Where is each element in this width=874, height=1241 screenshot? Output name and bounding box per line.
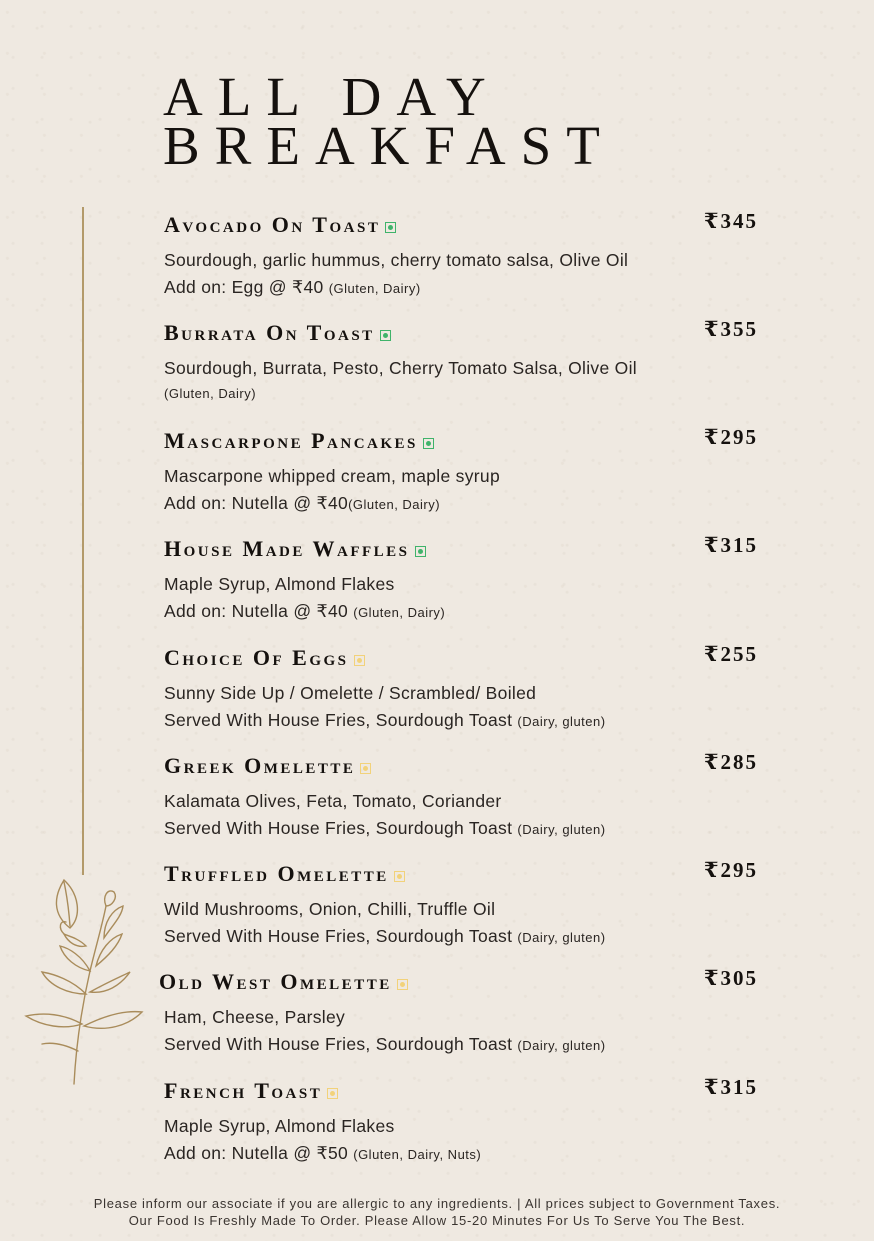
item-allergens: (Dairy, gluten) — [517, 822, 606, 837]
item-description: Sunny Side Up / Omelette / Scrambled/ Boiled — [164, 683, 537, 703]
item-name: Greek Omelette — [164, 753, 356, 778]
item-price: ₹295 — [703, 425, 758, 449]
item-price: ₹305 — [703, 966, 758, 990]
item-price: ₹295 — [703, 858, 758, 882]
menu-item — [164, 317, 764, 404]
menu-title — [163, 66, 615, 176]
veg-mark-icon — [423, 438, 434, 449]
item-description: Wild Mushrooms, Onion, Chilli, Truffle Oil — [164, 899, 496, 919]
menu-item — [164, 750, 764, 843]
item-description: Ham, Cheese, Parsley — [164, 1007, 346, 1027]
item-name: Choice Of Eggs — [164, 645, 349, 670]
decorative-vertical-line — [82, 207, 84, 875]
item-addon: Served With House Fries, Sourdough Toast — [164, 818, 513, 838]
item-name: House Made Waffles — [164, 536, 410, 561]
item-allergens: (Gluten, Dairy) — [348, 497, 441, 512]
item-description: Mascarpone whipped cream, maple syrup — [164, 466, 500, 486]
item-allergens: (Gluten, Dairy) — [353, 605, 446, 620]
item-description: Maple Syrup, Almond Flakes — [164, 1116, 395, 1136]
item-price: ₹315 — [703, 1075, 758, 1099]
egg-mark-icon — [354, 655, 365, 666]
menu-item — [164, 642, 764, 735]
item-price: ₹255 — [703, 642, 758, 666]
footer-note — [0, 1195, 874, 1229]
item-addon: Add on: Egg @ ₹40 — [164, 277, 324, 297]
egg-mark-icon — [327, 1088, 338, 1099]
item-allergens: (Gluten, Dairy) — [164, 386, 257, 401]
item-addon: Add on: Nutella @ ₹40 — [164, 493, 349, 513]
egg-mark-icon — [397, 979, 408, 990]
item-addon: Served With House Fries, Sourdough Toast — [164, 926, 513, 946]
item-addon: Served With House Fries, Sourdough Toast — [164, 1034, 513, 1054]
veg-mark-icon — [380, 330, 391, 341]
item-price: ₹355 — [703, 317, 758, 341]
item-price: ₹315 — [703, 533, 758, 557]
item-name: Avocado On Toast — [164, 212, 381, 237]
item-description: Maple Syrup, Almond Flakes — [164, 574, 395, 594]
leaf-branch-icon — [24, 876, 149, 1088]
item-price: ₹345 — [703, 209, 758, 233]
item-description: Sourdough, garlic hummus, cherry tomato salsa, Olive Oil — [164, 250, 629, 270]
item-addon: Add on: Nutella @ ₹50 — [164, 1143, 349, 1163]
item-name: Truffled Omelette — [164, 861, 389, 886]
egg-mark-icon — [394, 871, 405, 882]
menu-item — [164, 209, 764, 302]
item-description: Kalamata Olives, Feta, Tomato, Coriander — [164, 791, 502, 811]
item-name: Mascarpone Pancakes — [164, 428, 418, 453]
item-name: Old West Omelette — [159, 969, 392, 994]
item-allergens: (Dairy, gluten) — [517, 1038, 606, 1053]
menu-item — [164, 1075, 764, 1168]
menu-item — [164, 533, 764, 626]
item-addon: Served With House Fries, Sourdough Toast — [164, 710, 513, 730]
item-name: Burrata On Toast — [164, 320, 375, 345]
veg-mark-icon — [415, 546, 426, 557]
item-name: French Toast — [164, 1078, 323, 1103]
menu-item — [164, 425, 764, 518]
menu-title-line2: BREAKFAST — [163, 115, 615, 176]
item-description: Sourdough, Burrata, Pesto, Cherry Tomato Salsa, Olive Oil — [164, 358, 637, 378]
item-allergens: (Gluten, Dairy, Nuts) — [353, 1147, 482, 1162]
menu-item — [164, 858, 764, 951]
menu-title-line1: ALL DAY — [163, 66, 501, 127]
item-addon: Add on: Nutella @ ₹40 — [164, 601, 349, 621]
egg-mark-icon — [360, 763, 371, 774]
item-allergens: (Gluten, Dairy) — [328, 281, 421, 296]
veg-mark-icon — [385, 222, 396, 233]
item-allergens: (Dairy, gluten) — [517, 930, 606, 945]
item-allergens: (Dairy, gluten) — [517, 714, 606, 729]
item-price: ₹285 — [703, 750, 758, 774]
footer-line-service: Our Food Is Freshly Made To Order. Please Allow 15-20 Minutes For Us To Serve You The Best. — [128, 1213, 746, 1228]
footer-line-allergy: Please inform our associate if you are allergic to any ingredients. | All prices subject to Government Taxes. — [93, 1196, 781, 1211]
menu-item — [159, 966, 764, 1059]
